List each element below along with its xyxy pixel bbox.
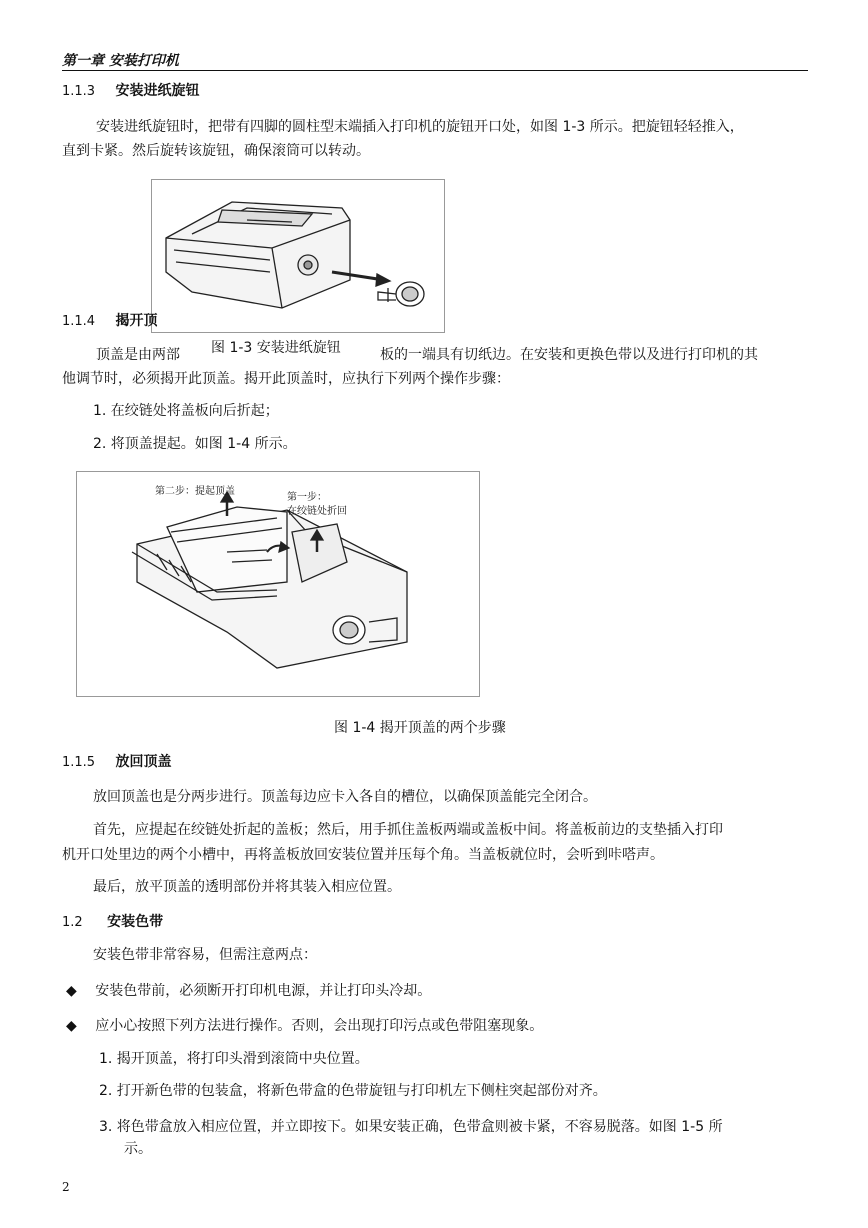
section-heading-1-1-4 [62, 311, 158, 332]
bullet-text: 安装色带前，必须断开打印机电源，并让打印头冷却。 [95, 983, 432, 999]
bullet-text: 应小心按照下列方法进行操作。否则，会出现打印污点或色带阻塞现象。 [95, 1018, 544, 1034]
step-item: 3. 将色带盒放入相应位置，并立即按下。如果安装正确，色带盒则被卡紧，不容易脱落。如图 1-5 所 [99, 1119, 723, 1135]
step-item: 1. 揭开顶盖，将打印头滑到滚筒中央位置。 [99, 1051, 369, 1067]
figure-1-3-image [151, 179, 445, 333]
step-item-continuation: 示。 [124, 1141, 152, 1157]
chapter-header: 第一章 安装打印机 [62, 53, 179, 69]
paragraph-line: 安装进纸旋钮时，把带有四脚的圆柱型末端插入打印机的旋钮开口处，如图 1-3 所示。把旋钮轻轻推入， [96, 119, 744, 135]
diamond-bullet-icon: ◆ [66, 1018, 77, 1034]
section-heading-1-1-3 [62, 81, 200, 102]
section-title: 安装进纸旋钮 [115, 83, 200, 99]
section-title: 放回顶盖 [115, 754, 172, 770]
paragraph-line: 首先，应提起在绞链处折起的盖板；然后，用手抓住盖板两端或盖板中间。将盖板前边的支垫插入打印 [93, 822, 723, 838]
section-title: 揭开顶 [115, 313, 158, 329]
header-rule [62, 70, 808, 71]
figure-label-step-1a: 第一步： [287, 492, 327, 503]
section-number: 1.1.5 [62, 755, 96, 770]
section-title: 安装色带 [107, 914, 164, 930]
section-heading-1-2 [62, 912, 163, 933]
paragraph-line: 直到卡紧。然后旋转该旋钮，确保滚筒可以转动。 [62, 143, 370, 159]
paragraph-line: 最后，放平顶盖的透明部份并将其装入相应位置。 [93, 879, 401, 895]
paragraph-line: 安装色带非常容易，但需注意两点： [93, 947, 317, 963]
step-item: 1. 在绞链处将盖板向后折起； [93, 403, 279, 419]
step-item: 2. 将顶盖提起。如图 1-4 所示。 [93, 436, 297, 452]
section-number: 1.1.4 [62, 314, 96, 329]
paragraph-line-rest: 板的一端具有切纸边。在安装和更换色带以及进行打印机的其 [380, 347, 758, 363]
bullet-item [66, 1016, 543, 1036]
figure-1-4-caption: 图 1-4 揭开顶盖的两个步骤 [334, 720, 506, 736]
diamond-bullet-icon: ◆ [66, 983, 77, 999]
paragraph-line: 机开口处里边的两个小槽中，再将盖板放回安装位置并压每个角。当盖板就位时，会听到咔嗒声。 [62, 847, 664, 863]
paragraph-line: 他调节时，必须揭开此顶盖。揭开此顶盖时，应执行下列两个操作步骤： [62, 371, 510, 387]
printer-top-cover-illustration [77, 472, 479, 696]
paragraph-line: 放回顶盖也是分两步进行。顶盖每边应卡入各自的槽位，以确保顶盖能完全闭合。 [93, 789, 597, 805]
page-number: 2 [62, 1180, 70, 1194]
section-number: 1.1.3 [62, 84, 96, 99]
section-number: 1.2 [62, 915, 83, 930]
figure-1-3-caption: 图 1-3 安装进纸旋钮 [211, 340, 341, 356]
figure-label-step-1b: 在绞链处折回 [287, 506, 347, 517]
figure-1-4-image [76, 471, 480, 697]
step-item: 2. 打开新色带的包装盒，将新色带盒的色带旋钮与打印机左下侧柱突起部份对齐。 [99, 1083, 607, 1099]
bullet-item [66, 981, 431, 1001]
paragraph-line-start: 顶盖是由两部 [96, 347, 180, 363]
figure-label-step-2: 第二步：提起顶盖 [155, 486, 235, 497]
printer-knob-illustration [152, 180, 444, 332]
section-heading-1-1-5 [62, 752, 172, 773]
